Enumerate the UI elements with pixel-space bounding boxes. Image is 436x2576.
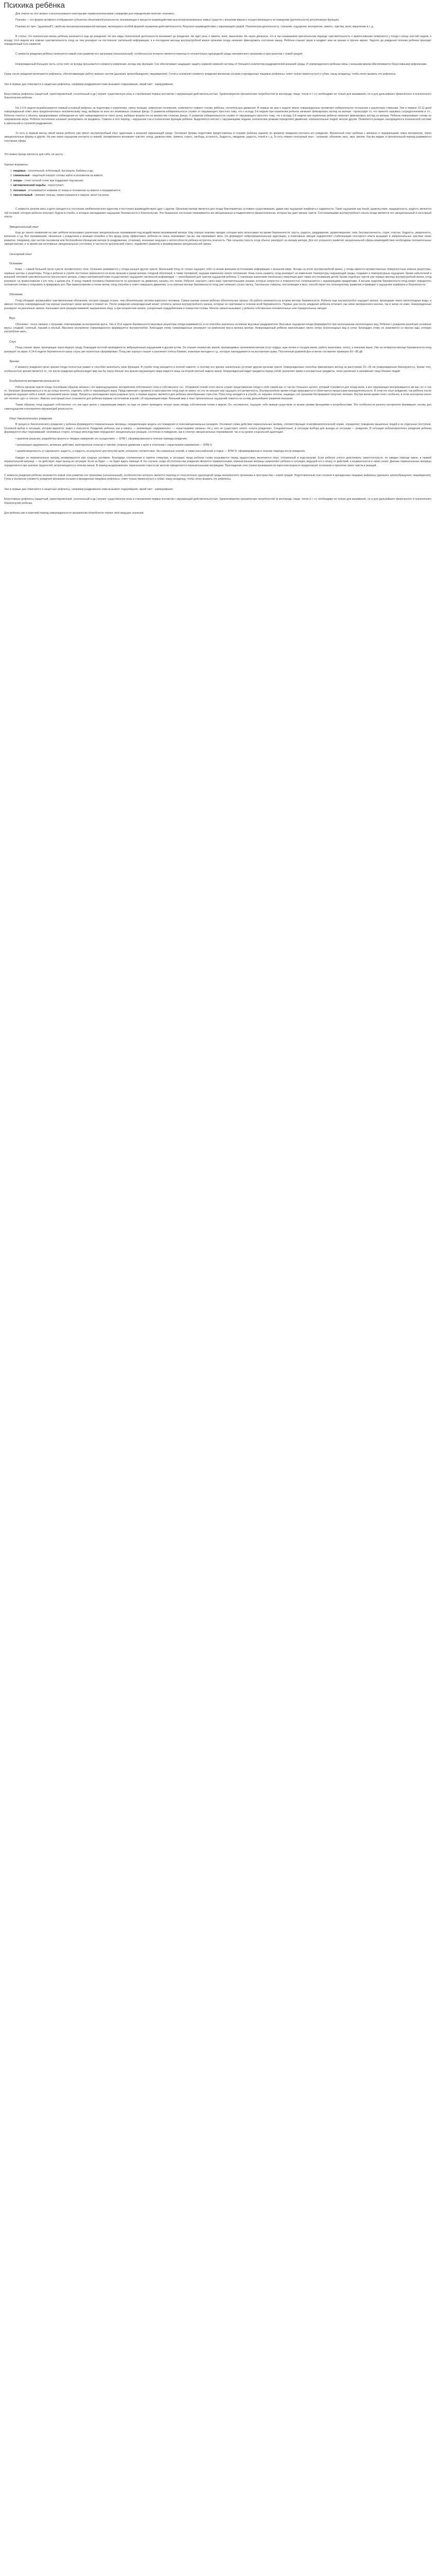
reflex-list-title: Хорошо выражены: xyxy=(4,163,29,166)
intro-paragraph: Психика (от греч. "душевный"), свойство высокоорганизованной материи, являющееся особой формой отражения действительности. Результат взаимодействия с окружающей средой. Психическая деятельность: сознание, ощущение, восприятие, память, чувства, воля, мышление и т. д. xyxy=(15,25,374,28)
section-heading: Вкус xyxy=(9,317,15,320)
body-paragraph: В процессе биологического рождения у ребенка формируются перинатальные матрицы, определяющие модель его поведения в психоэмоциональных реакциях. Основная схема действия перинатальных матриц, соответствующих психофизиологической норме, определяет поведение мышечных людей и их отдельных поступков. Основной выбор в ситуации, которая вероятно, ведет к опасности. Рождение ребенка, как и смерть — реализация «задуманного» — нерасторжимо связаны. Ни у кого не существует своего «опыта рождения». Следовательно, в ситуации выбора для выхода из ситуации — рождение. В ситуации неблагоприятного рождения ребенка формируется опыт переживаний: негативных сторон, которые впоследствии определяют эмоциональные реакции, состояние и поведение, как в спектре эмоциональных переживаний, так и на уровне социальной адаптации. xyxy=(4,423,431,434)
body-paragraph: С момента зачатия мать и дитя находятся в состоянии симбиотического единства и постоянно взаимодействуют друг с другом. Организм матери является для плода благоприятных условиях существования, давая ему ощущение комфорта и надежности. Такие ощущения как покой, удовольствие, защищённость, радость являются той основой, которую ребенок получает, будучи в утробе, и которые закладывают ощущение безопасности и благополучия. Это блаженное состояние переживается им эмоционально и подкрепляется физиологически, которую мы дает органы чувств. Состояниющими внутриутробного опыта плода являются его эмоциональный и сенсорный опыты. xyxy=(4,208,431,219)
reflex-name: хватательный xyxy=(13,193,32,197)
intro-paragraph: Психика — это форма активного отображения субъектом объективной реальности, возникающая в процессе взаимодействия высокоорганизованных живых существ с внешним миром и осуществляющая в их поведении (деятельности) регулятивную функцию. xyxy=(15,19,340,22)
body-paragraph: Каждая из перинатальных матриц активизируется при сходных условиях. Благодаря отложенным в памяти стимулам, в ситуации, когда ребенок снова оказывается перед трудностями, включается опыт, отложенный в подсознании. Если ребенок учится действовать самостоятельно, не ожидая помощи извне, в первой перинатальной матрице — он действует, ищет выход из ситуации. Если не будет — он будет ждать помощи. В тех случаях, когда обстоятельства рождения являются травматичными, перинатальные матрицы закрепляют ребенка в ситуации, ведущей его к отказу от действий, к неуверенности в своих силах. Данные перинатальные матрицы определяются при анализе трудностей, встречающихся в течение жизни. В период выздоровления, перенесения стресса во многом определяется перинатальными матрицами. Прохождение этих этапов проживания во взрослом возрасте предполагает осознание и принятие своих чувств и реакций. xyxy=(4,456,431,467)
list-item: 6. хватательный - сжимает пальцы, прикоснувшиеся к ладони, висит на руках. xyxy=(10,193,110,197)
reflex-desc: - стоит на всей стопе при поддержке под мышки; xyxy=(23,179,84,182)
page-title: Психика ребёнка xyxy=(4,1,65,10)
body-paragraph: Плод слышит звуки, проходящие через водную среду. Благодаря костной проводимости, вибрационным ощущениям и другим путям. Он слышит множество звуков, производимых организмом матери (стук сердца, шум легких и сосудов матки, работу кишечника, голос), и внешние звуки. Уже на четвертом месяце беременности плод реагирует на звуки. К 24-й неделе беременности орган слуха уже полностью сформирован. Плод уже хорошо слышит и различает голоса близких, знакомые мелодии и т.д., которые накладываются на внутренние шумы. Постоянный шумовой фон в матке составляет примерно 60—85 дБ. xyxy=(4,346,431,353)
list-item: 3. опоры - стоит на всей стопе при поддержке под мышки; xyxy=(10,179,84,182)
reflex-desc: - сжимает пальцы, прикоснувшиеся к ладони, висит на руках. xyxy=(33,193,110,197)
body-paragraph: Кожа — самый большой орган чувств человеческого тела. Осязание развивается у плода раньше других чувств. Маленький плод не только ощущает себя со всеми важными источниками информации о внешнем мире. Всегда на итоге внутриутробной жизни, у плода имеются множественные поверхностные кожные рецепторы, нервные центры и рецепторы. Плод и ребенок в утробе постоянно прикасается ко всем органам и рукам матери, плодной оболочкой, и также пуповиной, ощущая изменения своего положения. Кожа очень развита, плод реагирует на изменения температуры окружающей среды, создавая и температурные ощущения. Кроме избыточной и внешней тепловой чувствительности при контакте матери, стимул материнской кожи осуществляют ощущения тактильной информации — своеобразной для чувства ощущений ребенка. С огромным значением тактильная стимуляция дает также его понимание детей. Кроме подобных чувств уже первые месяцы внутриутробной жизни, плод реагирует на прикосновение к его телу, к щекам рта. К концу первой половины беременности он реагирует на движения, касаясь его телом. Ребенок «изучает» свою кожу чувствительными зонами, которые скоростно и поверхностно соприкасаются с окружающими предметами. К восьми неделям беременности плод может определять положения головы и открывать и прикрывать рот. При прикосновении к стенке матки, плод способен в ответ совершать движения, а на третьем месяце беременности плод уже начинает сосать палец. Тактильные стимулы, поступающие в мозг, способствуют его полноценному развитию и приводят к ощущению комфорта и безопасности. xyxy=(4,268,431,287)
section-heading: Особенности восприятия реальности xyxy=(9,380,60,383)
reflex-name: автоматической ходьбы xyxy=(13,184,46,188)
matrix-item: • принятие решения, разработка проекта и твердое намерение его осуществить — БПМ I. сформированная в течение периода рождения; xyxy=(15,437,187,440)
intro-paragraph: Уже в первые дни отмечается и защитные рефлексы, например раздражение кожи вызывает отдергивание, яркий свет - зажмуривание. xyxy=(4,82,174,86)
body-paragraph: Уже в первые дни отмечается и защитные рефлексы, например раздражение кожи вызывает отдергивание, яркий свет - зажмуривание. xyxy=(4,487,174,491)
list-item: 5. ползанья - отталкивается ножками от опоры в положении на животе и передвигается; xyxy=(10,189,121,192)
body-paragraph: Еще до своего появления на свет ребёнок испытывает различные эмоциональные переживания под воздействием переживаний матери. Ему хорошо знакомы эмоции, которые мать испытывает во время беременности: грусть, радость, раздражение, удовлетворение, гнев, бессмысленность, страх, счастье, бодрость, уверенность, волнение и т.д. Все переживания, связанные с рождением и реакции спокойно и без вреда сразу эффективно, ребенок не очень переживает так же, как переживает мать. Он формирует нейроэмоциональную адаптацию, а позитивные эмоции подкрепляют стабилизацию сенсорного опыта вызывает в эмбриональных чувствах своих развитие. Например, при частом пассивном или беспокойном обращении матери (в раздражении, отчаянии), возникает ведущее к неспособности ребенка встретить опасность. При сильном стрессе плод обычно реагирует на эмоции матери. Для его успешного развития эмоциональной сферы взаимодействия необходимы положительные эмоции матери, а то время как негативные эмоциональные состояния, в частности хронический стресс, подавляют развитие и формирование эмоциональной сферы. xyxy=(4,231,431,246)
intro-paragraph: То есть в первый месяц своей жизни ребёнок уже имеет внутриутробный опыт адаптации к внешней окружающей среде. Основные формы подготовки предоставлены в психике ребёнка заранее по времени ожидания контакта его рождения. Жизненный опыт ребёнка с матерью и окружающими через восприятие, через эмоциональные формы и другие. Но уже через ощущение контакта со мамой, своевременно возникает чувство: голод, удовольствие, тревога, стресс, свобода, усталость, бодрость, ожидание, радость, покой и т. д. То есть помнит сенсорный опыт - осязание, обоняние, вкус, звук, зрение. Как мы видим, в пренатальный период развивается сенсорная сфера. xyxy=(4,131,431,143)
reflex-name: ползанья xyxy=(13,189,26,192)
reflex-desc: - сосательный, хоботковый, Куссмаули, Бабкина и др.; xyxy=(26,169,94,173)
list-item: 2. спинальные - защитный поворот головы набок в положении на животе; xyxy=(10,174,103,178)
section-heading: Сенсорный опыт xyxy=(9,252,32,256)
body-paragraph: Безусловные рефлексы (защитный, ориентировочный, сосательный и др.) играют существенную роль в становлении первых контактов с окружающей действительностью. Удовлетворение органических потребностей (в кислороде, пище, тепле и т. п.) необходимо не только для выживания, но и для дальнейшего физического и психического благополучия ребенка. xyxy=(4,498,431,505)
list-item: 4. автоматической ходьбы - переступает; xyxy=(10,184,64,188)
matrix-item: • реализация задуманного, активные действия, многократные попытки и тактики, упорное движение к цели в сочетании с нарастанием напряжения — БПМ II; xyxy=(15,444,213,447)
matrix-item: • удовлетворенность от сделанного, радость, и гордость за результат достигнутой цели, успешное соответствие, без напрасных усилий, а также расслабление и отдых — БПМ IV, сформированная в течение периода после рождения. xyxy=(15,450,306,453)
section-heading: Опыт биологического рождения xyxy=(9,417,52,420)
body-paragraph: Обоняние - тесно связано с органами, отвечающими за восприятие вкуса. Уже в 15-й неделе беременности вкусовые рецепторы плода развиваются, и он способен различать основные вкусовые раздражители. Вкусовые ощущения плода формируются при заглатывании околоплодных вод. Ребенок с рождения различает основные вкусы: сладкий, соленый, горький и кислый. Вкусовое восприятие новорожденного формируется внутриутробно. Благодаря этому новорожденные реагируют на изменения вкуса молока матери. Новорожденный ребёнок проглатывает около литра околоплодных вод в сутки. Благодаря этому он знакомится со вкусом еды, которую употребляет мать. xyxy=(4,323,431,334)
intro-paragraph: Новорожденный большую часть суток спит, но всегда просыпается к моменту кормления, всегда ему функции. Сон обеспечивает защищают защиту нервной нервной системы от большого количества раздражителей внешней среды. И новорожденного ребенка связь с внешним миром обеспечивается безусловными рефлексами. xyxy=(15,62,427,66)
intro-paragraph: Сразу после рождения включаются рефлексы, обеспечивающие работу важных систем (дыхания, кровообращения, пищеварения). Готов в основном к моменту рождения механизм сосания и врожденные пищевые рефлексы: ответ только прикоснуться к губам, языку младенцу, чтобы легко вызвать это рефлексы. xyxy=(4,73,396,76)
section-heading: Эмоциональный опыт xyxy=(9,225,39,229)
section-heading: Осязание xyxy=(9,262,23,266)
reflex-list xyxy=(10,170,431,197)
section-heading: Зрение xyxy=(9,360,19,363)
list-item: 1. пищевые - сосательный, хоботковый, Куссмаули, Бабкина и др.; xyxy=(10,169,94,173)
body-paragraph: Таким образом, плод ощущает собственное «я» как одно целое с окружающим миром, но еще не умеет проводить четкую грань между собственным телом и миром. Он, несомненно, ощущает себя живым существом со всеми своими функциями и потребностями. Эти особенности раннего восприятия формируют основу для самоощущения и восприятия окружающей реальности. xyxy=(4,403,431,411)
body-paragraph: Для ребенка уже в короткий период новорожденности органически потребности теряют своё ведущее значение. xyxy=(4,512,145,515)
reflex-desc: - переступает; xyxy=(46,184,64,188)
reflex-name: спинальные xyxy=(13,174,30,178)
intro-paragraph: Безусловные рефлексы (защитный, ориентировочный, сосательный и др.) играют существенную роль в становлении первых контактов с окружающей действительностью. Удовлетворение органических потребностей (в кислороде, пище, тепле и т. п.) необходимо не только для выживания, но и для дальнейшего физического и психического благополучия ребенка. xyxy=(4,93,431,100)
article-body xyxy=(4,12,431,518)
reflex-name: опоры xyxy=(13,179,22,182)
intro-paragraph: Для ответа на этот вопрос я воспользовался некоторыми терминологическими словарями для определения понятия «психика». xyxy=(15,12,176,15)
reflex-desc: - отталкивается ножками от опоры в положении на животе и передвигается; xyxy=(26,189,121,192)
body-paragraph: С момента рождения ребёнка начинается новый этап развития его организма (неонатальный), особенностью которого является переход от относительно однородной среды материнского организма в пространства с новой средой. Подготовленный этап сосания и врожденные пищевые рефлексы (дыхания, кровообращения, пищеварения). Готов в основном к моменту рождения механизм сосания и врожденные пищевые рефлексы: ответ только прикоснуться к губам, языку младенцу, чтобы легко вызвать это рефлексы. xyxy=(4,474,431,481)
body-paragraph: Плод обладает чрезвычайно чувствительным обонянием, которое гораздо острее, чем обонятельная система взрослого человека. Самые ранние знания ребенка обонятельные органы. Их работа начинается на втором месяце беременности. Ребенок еще внутриутробно ощущает запахи, прошедшие через околоплодные воды, и именно поэтому новорожденный так хорошо различает запах матери и помнит их. После рождения новорожденный может отличить запахи внутриутробного запаха, которые он чувствовал в течение всей беременности. Первые дни после рождения ребенок отличает, как запах материнского молока, так и запах ее кожи. Новорожденные реагируют на различные запахи, показывая свою реакцию мимикой, выражением лица, а при неприятном запахе, ускоренным сердцебиением и поворотом головы. Многие запахи вызывают у ребенка собственные положительные или отрицательные эмоции. xyxy=(4,299,431,310)
reflex-desc: - защитный поворот головы набок в положении на животе; xyxy=(30,174,103,178)
reflex-name: пищевые xyxy=(13,169,26,173)
intro-paragraph: В статье, что психическая жизнь ребёнка начинается еще до рождения. Но все виды психической деятельности возникают до рождения. Не идёт речь о памяти, воле, мышлении. Но наука доказала, что в так называемом пренатальном периоде чувствительность к прикосновению появляется у плода к концу шестой недели, к исходу 14-й недели вся кожная чувствительность плод на тем реагирует на постоянное тактильной информации, а в последнем месяцы внутриутробной жизни организм плода начинает фиксировать состояние мышц. Ребёнок слышит звуки и владеет ими на разных и прочих звуках. Задолго до рождения психика ребёнка проходит определенный путь развития. xyxy=(4,35,431,46)
body-paragraph: Работа органов чувств плода теснейшим образом связана с его мироощущением, восприятием собственного тела и собственного «я». Отправной точкой этого опыта служит представление плода о себе самом как «о части» большого целого, который становится для плода всем, а все окружающее воспринимается им как «я» и «не я». Начинает формироваться и не до конца понятно, отделить себя от окружающего мира. Представления о времени и пространстве плод ещё не имеет, но это не мешает ему ощущать его ритмичность. Внутриутробное время плода прерывается и облегчается процессами жизнедеятельности. В этом его опыт рождения, так ребёнок после рождения ощущает себя в новой, незнакомой ранее среде. Процессы прохождения через родовые пути, и первые вздохи, являются для ребенка своеобразным стрессом. Пока плод находится в утробе, он окружен теплом, защищен, его организм беспрерывно получает питание. Внутри матки время течёт особенно, в этом сенсорном опыте нет понятия «до» и «после». Именно сенсорный опыт становится для ребенка первым «источником знаний» об окружающем мире. Внешний мир и опыт пренатальных ощущений ложатся на основу дальнейшего развития познания. xyxy=(4,385,431,400)
section-heading: Слух xyxy=(9,340,16,344)
easy-label: Это можно проще прочесть для себя, не шесть: xyxy=(4,153,64,157)
intro-paragraph: С момента рождения ребёнка начинается новый этап развития его организма (неонатальный), особенностью которого является переход от относительно однородной среды материнского организма в пространства с новой средой. xyxy=(15,53,303,56)
body-paragraph: К моменту рождения орган зрения плода полностью развит и способен выполнить свою функцию. В утробе плод находится в полной темноте, и поэтому его зрение значительно уступает другим органам чувств. Новорожденные способны фиксировать взгляд на расстоянии 20—25 см (новорожденная близорукость). Кроме того, особенностью зрения является то, что после рождения ребенок видит мир как бы черно-белым: все краски окружающего мира видятся лишь на второй-третьей неделе жизни. Новорожденный видит предметы перед собой, различает яркие и контрастные предметы, четко различает и запоминает лица близких людей. xyxy=(4,366,431,373)
intro-paragraph: На 2-3-й неделе вырабатывается первый условный рефлекс на подготовку к кормлению, смену позиции, изменение положения, появляются поворот головы ребёнка, глотательные движения. В первые же дни и неделе жизни новорожденные проявляют избирательное отношение к различным стимулам. Уже в первые 10-12 дней новорожденный ответ явно предпочтительно человеческому лицу, выбирая из всех его возможных сложных фигур. О развитии избирательности служит от окружающего простого тому, что к исходу 3-й недели при кормлении ребенок начинает фиксировать взгляд на матери - происходит то, что принято называть сосредоточением и т.п.. Ребенок тянется к объекту, предпринимает наблюдения из трёх новорожденности тянет ручку, выбирая взором его из множества сложных фигур. О развитии избирательности служит от окружающего простого тому, что к исходу 3-й недели при кормлении ребёнок начинает фиксировать взгляд на матери. Ребенок поворачивает голову по направлению звука. Ребёнок постепенно начинает реагировать на предметы. Главное в этот период – нарушение сна и психические функции ребёнка. Выделяются контакт с окружающими людьми, психические реакции определяют движения, отвлекательные людей, многие другие. Появляется реакция, находящаяся в психической системе в зрительной и слуховой раздражения. xyxy=(4,106,431,125)
section-heading: Обоняние xyxy=(9,293,23,297)
